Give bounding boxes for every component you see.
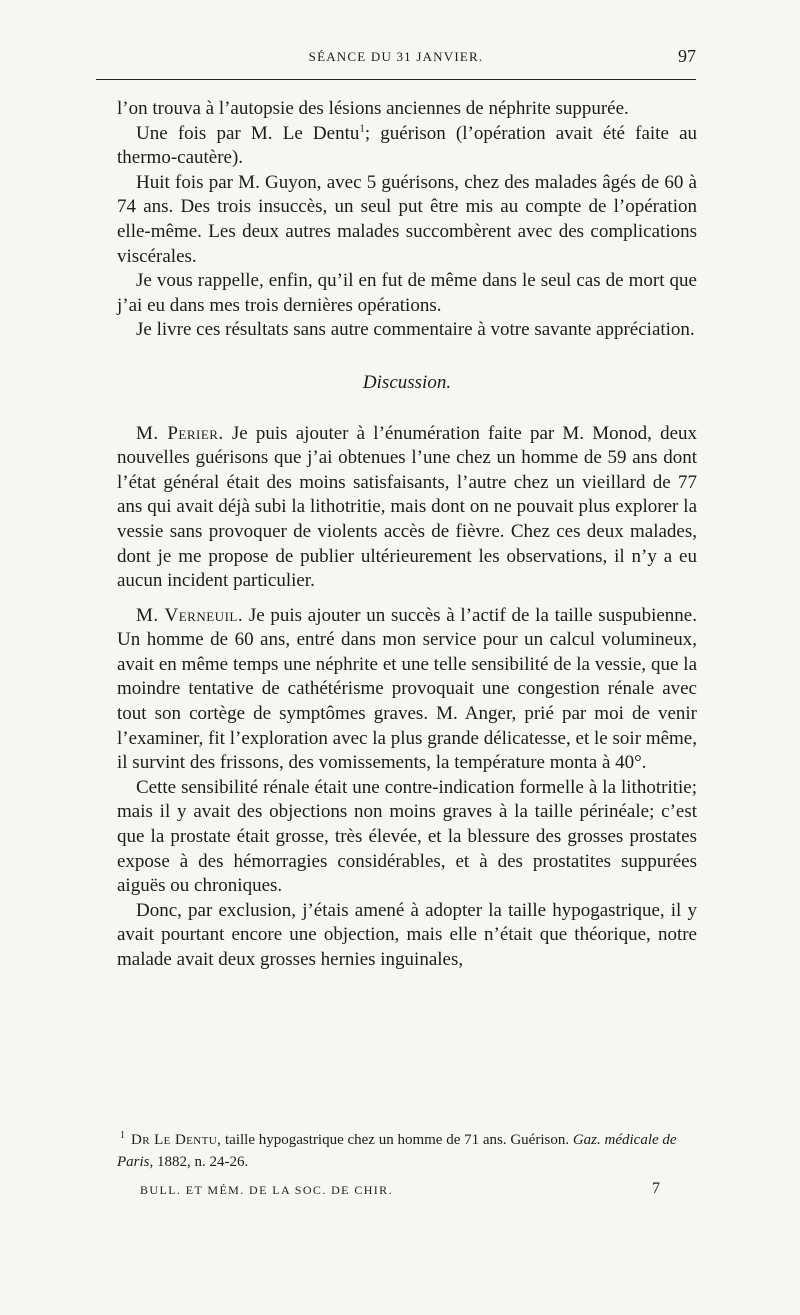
footnote-mark: 1 [120, 1130, 125, 1141]
section-heading: Discussion. [362, 371, 452, 393]
paragraph: l’on trouva à l’autopsie des lésions anciennes de néphrite suppurée. [117, 98, 629, 119]
footnote-reference: 1 [359, 122, 365, 135]
page-number: 97 [678, 46, 696, 66]
footnote-author: Dr Le Dentu, [131, 1132, 222, 1148]
paragraph-text: ; guérison (l’opération avait été faite au thermo-cautère). [117, 122, 697, 169]
paragraph-text: Donc, par exclusion, j’étais amené à adopter la taille hypogastrique, il y avait pourtant encore une objection, mais elle n’était que théorique, notre malade avait deux grosses hernies inguinales, [117, 899, 697, 970]
paragraph-text: Je vous rappelle, enfin, qu’il en fut de même dans le seul cas de mort que j’ai eu dans mes trois dernières opérations. [117, 270, 697, 316]
footnote-text: taille hypogastrique chez un homme de 71 ans. Guérison. [225, 1132, 570, 1148]
signature-text: BULL. ET MÉM. DE LA SOC. DE CHIR. [140, 1183, 393, 1197]
running-head [96, 46, 696, 74]
paragraph-text: Une fois par M. Le Dentu [136, 122, 360, 144]
paragraph-verneuil [117, 604, 697, 776]
paragraph-perier [117, 422, 697, 594]
paragraph [117, 171, 697, 269]
paragraph-text: Je puis ajouter un succès à l’actif de la taille suspubienne. Un homme de 60 ans, entré dans mon service pour un calcul volumineux, avait en même temps une néphrite et une telle sensibilité de la vessie, que la moindre tentative de cathétérisme provoquait une congestion rénale avec tout son cortège de symptômes graves. M. Anger, prié par moi de venir l’examiner, fit l’exploration avec la plus grande délicatesse, et le soir même, il survint des frissons, des vomissements, la température monta à 40°. [117, 604, 697, 774]
speaker-name: M. Verneuil. [136, 604, 244, 626]
paragraph-text: Cette sensibilité rénale était une contre-indication formelle à la lithotritie; mais il y avait des objections non moins graves à la taille périnéale; c’est que la prostate était grosse, très élevée, et la blessure des grosses prostates expose à des hémorragies considérables, et à des prostatites suppurées aiguës ou chroniques. [117, 776, 697, 897]
signature-line [140, 1180, 660, 1204]
footnote-journal: Gaz. médicale de Paris, [117, 1132, 677, 1170]
paragraph-text: Je puis ajouter à l’énumération faite par M. Monod, deux nouvelles guérisons que j’ai obtenues l’une chez un homme de 59 ans dont l’état général était des moins satisfaisants, l’autre chez un vieillard de 77 ans qui avait déjà subi la lithotritie, mais dont on ne pouvait plus explorer la vessie sans provoquer de violents accès de fièvre. Chez ces deux malades, dont je me propose de publier ultérieurement les observations, il n’y a eu aucun incident particulier. [117, 422, 697, 592]
footnote [117, 1129, 697, 1173]
footnote-line [117, 1129, 697, 1173]
paragraph [117, 776, 697, 899]
footnote-reference-text: 1882, n. 24-26. [157, 1154, 249, 1170]
paragraph [117, 122, 697, 171]
header-rule [96, 79, 696, 80]
paragraph-text: Huit fois par M. Guyon, avec 5 guérisons, chez des malades âgés de 60 à 74 ans. Des trois insuccès, un seul put être mis au compte de l’opération elle-même. Les deux autres malades succombèrent avec des complications viscérales. [117, 171, 697, 267]
signature-number: 7 [652, 1180, 660, 1197]
paragraph-text: Je livre ces résultats sans autre commentaire à votre savante appréciation. [136, 319, 695, 341]
paragraph [117, 899, 697, 973]
speaker-name: M. Perier. [136, 422, 224, 444]
running-title: SÉANCE DU 31 JANVIER. [308, 49, 484, 64]
main-text [117, 97, 697, 973]
paragraph [117, 318, 697, 343]
paragraph [117, 269, 697, 318]
